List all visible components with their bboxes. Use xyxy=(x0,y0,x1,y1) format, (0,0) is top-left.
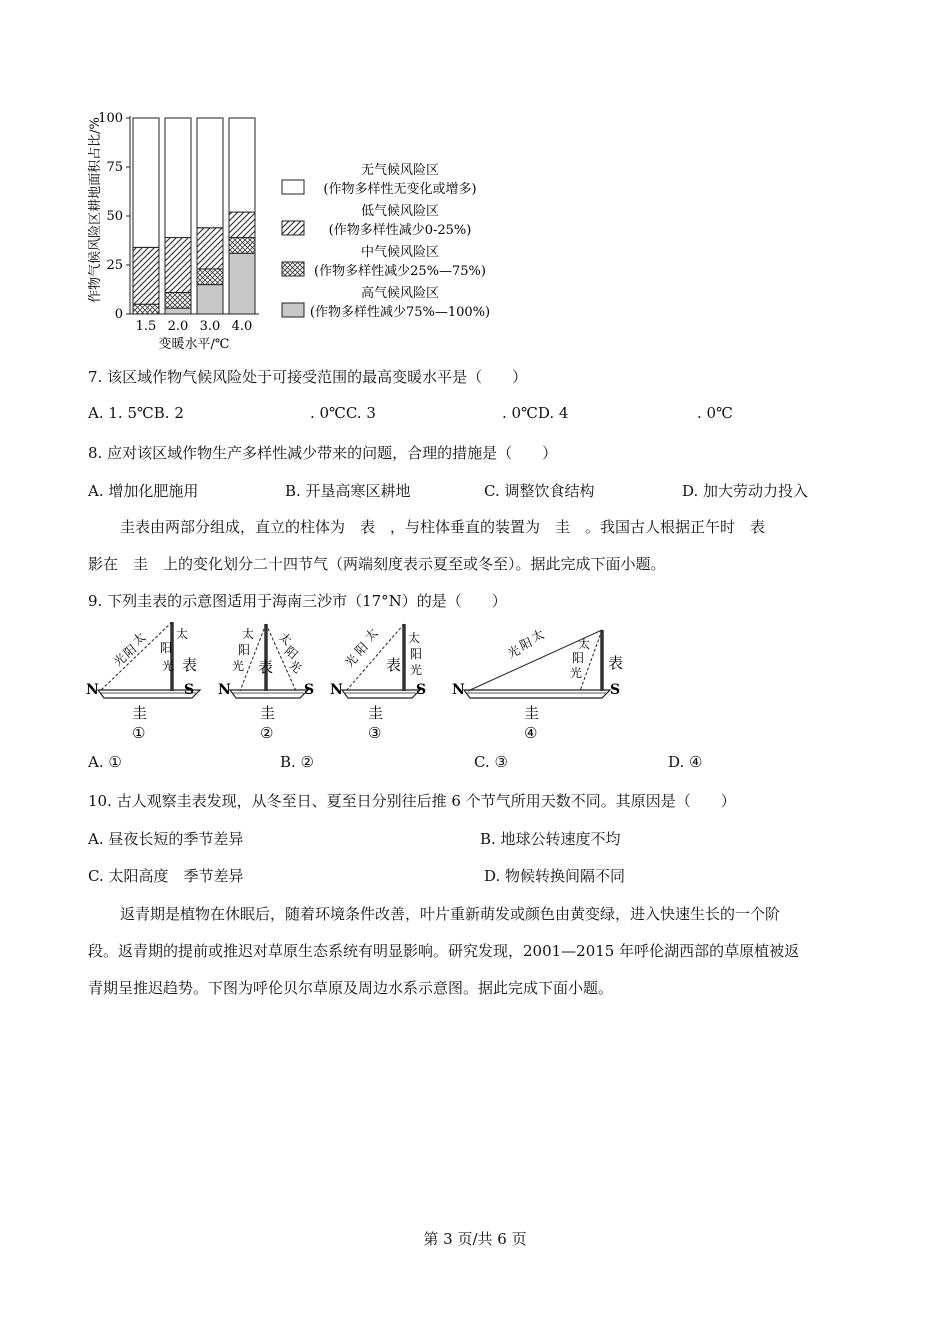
x-tick-label: 1.5 xyxy=(135,319,157,334)
diagram-3-sun-2: 阳 xyxy=(352,639,371,659)
q9-option-a[interactable]: A. ① xyxy=(88,753,122,771)
legend-swatch-0 xyxy=(282,303,304,317)
diagram-1-sun-2: 阳 xyxy=(120,641,140,661)
passage1-line1: 圭表由两部分组成，直立的柱体为 表 ，与柱体垂直的装置为 圭 。我国古人根据正午时 表 xyxy=(120,518,766,536)
diagram-2-sun-2: 阳 xyxy=(238,643,251,657)
diagram-2-sun-1: 太 xyxy=(242,627,255,641)
q9-option-b[interactable]: B. ② xyxy=(280,753,315,771)
q9-stem: 9. 下列圭表的示意图适用于海南三沙市（17°N）的是（ ） xyxy=(88,592,507,610)
diagram-2 xyxy=(218,624,314,742)
diagram-4-sun-6: 光 xyxy=(570,666,583,680)
bar-segment-0-3 xyxy=(133,118,159,247)
q10-option-b[interactable]: B. 地球公转速度不均 xyxy=(480,830,621,848)
diagram-2-sun-6: 光 xyxy=(286,657,305,677)
q9-option-d[interactable]: D. ④ xyxy=(668,753,703,771)
bar-segment-1-3 xyxy=(165,118,191,238)
legend-label-0: 高气候风险区 xyxy=(360,286,440,301)
bar-segment-3-1 xyxy=(229,238,255,254)
legend-swatch-1 xyxy=(282,262,304,276)
q7-option-d[interactable]: . 0℃ xyxy=(697,404,733,422)
diagram-4-gui: 圭 xyxy=(524,704,540,722)
x-tick-label: 4.0 xyxy=(231,319,253,334)
bar-segment-1-1 xyxy=(165,292,191,308)
diagram-1 xyxy=(86,622,200,742)
diagram-2-label: ② xyxy=(260,724,274,742)
stacked-bar-chart xyxy=(80,100,520,360)
y-tick-label: 25 xyxy=(106,258,123,273)
passage2-line2: 段。返青期的提前或推迟对草原生态系统有明显影响。研究发现，2001—2015 年呼伦湖西部的草原植被返 xyxy=(88,942,800,960)
legend-label-2: 低气候风险区 xyxy=(360,204,440,219)
y-tick-label: 0 xyxy=(114,307,123,322)
diagram-3-sun-4: 太 xyxy=(408,631,421,645)
passage2-line1: 返青期是植物在休眠后，随着环境条件改善，叶片重新萌发或颜色由黄变绿，进入快速生长的一个阶 xyxy=(120,905,781,923)
diagram-4 xyxy=(452,626,623,742)
legend-desc-3: (作物多样性无变化或增多) xyxy=(323,182,477,197)
diagram-4-north: N xyxy=(452,682,465,698)
diagram-3-sun-3: 光 xyxy=(342,651,361,671)
gui-biao-diagrams xyxy=(80,612,640,742)
diagram-3-south: S xyxy=(416,682,427,698)
diagram-2-sun-3: 光 xyxy=(232,659,245,673)
q10-stem: 10. 古人观察圭表发现，从冬至日、夏至日分别往后推 6 个节气所用天数不同。其原因是（ ） xyxy=(88,792,736,810)
x-axis-label: 变暖水平/℃ xyxy=(158,337,230,352)
diagram-2-biao: 表 xyxy=(258,658,274,676)
q7-option-b[interactable]: . 0℃C. 3 xyxy=(310,404,376,422)
bar-segment-0-2 xyxy=(133,247,159,304)
q10-option-a[interactable]: A. 昼夜长短的季节差异 xyxy=(88,830,244,848)
diagram-3-sun-6: 光 xyxy=(410,663,423,677)
diagram-1-gui: 圭 xyxy=(132,704,148,722)
bar-segment-3-0 xyxy=(229,253,255,314)
y-tick-label: 100 xyxy=(98,111,123,126)
diagram-3-sun-5: 阳 xyxy=(410,647,423,661)
diagram-1-sun-3: 光 xyxy=(110,650,130,670)
legend-swatch-2 xyxy=(282,221,304,235)
bar-segment-1-2 xyxy=(165,238,191,293)
bar-segment-2-2 xyxy=(197,228,223,269)
q8-option-a[interactable]: A. 增加化肥施用 xyxy=(88,482,199,500)
diagram-4-sun-5: 阳 xyxy=(572,651,585,665)
diagram-3-biao: 表 xyxy=(386,656,402,674)
diagram-3-label: ③ xyxy=(368,724,382,742)
diagram-4-sun-4: 太 xyxy=(578,637,591,651)
passage1-line2: 影在 圭 上的变化划分二十四节气（两端刻度表示夏至或冬至）。据此完成下面小题。 xyxy=(88,555,666,573)
diagram-2-sun-5: 阳 xyxy=(282,643,301,663)
x-tick-label: 3.0 xyxy=(199,319,221,334)
q7-option-c[interactable]: . 0℃D. 4 xyxy=(502,404,569,422)
q8-option-d[interactable]: D. 加大劳动力投入 xyxy=(682,482,809,500)
q8-stem: 8. 应对该区域作物生产多样性减少带来的问题，合理的措施是（ ） xyxy=(88,444,558,462)
q9-option-c[interactable]: C. ③ xyxy=(474,753,508,771)
bar-segment-3-3 xyxy=(229,118,255,212)
diagram-2-north: N xyxy=(218,682,231,698)
y-tick-label: 50 xyxy=(106,209,123,224)
bar-segment-2-3 xyxy=(197,118,223,228)
diagram-3-gui: 圭 xyxy=(368,704,384,722)
q10-option-d[interactable]: D. 物候转换间隔不同 xyxy=(484,867,626,885)
diagram-1-sun-5: 阳 xyxy=(160,641,173,655)
diagram-1-label: ① xyxy=(132,724,146,742)
diagram-4-label: ④ xyxy=(524,724,538,742)
q8-option-c[interactable]: C. 调整饮食结构 xyxy=(484,482,595,500)
legend-desc-2: (作物多样性减少0-25%) xyxy=(328,223,472,238)
diagram-2-south: S xyxy=(304,682,315,698)
diagram-1-biao: 表 xyxy=(182,656,198,674)
bar-segment-2-1 xyxy=(197,269,223,285)
y-axis-label: 作物气候风险区耕地面积占比/% xyxy=(88,117,103,303)
bar-segment-2-0 xyxy=(197,285,223,314)
diagram-4-south: S xyxy=(610,682,621,698)
diagram-3 xyxy=(330,624,426,742)
diagram-1-south: S xyxy=(184,682,195,698)
diagram-3-sun-1: 太 xyxy=(362,625,381,645)
diagram-1-sun-4: 太 xyxy=(176,627,189,641)
diagram-2-sun-4: 太 xyxy=(276,629,295,649)
legend-label-1: 中气候风险区 xyxy=(360,245,440,260)
legend-desc-0: (作物多样性减少75%—100%) xyxy=(309,305,491,320)
bar-segment-3-2 xyxy=(229,212,255,237)
diagram-1-sun-1: 太 xyxy=(129,629,149,649)
passage2-line3: 青期呈推迟趋势。下图为呼伦贝尔草原及周边水系示意图。据此完成下面小题。 xyxy=(88,979,614,997)
legend-label-3: 无气候风险区 xyxy=(360,163,440,178)
q7-stem: 7. 该区域作物气候风险处于可接受范围的最高变暖水平是（ ） xyxy=(88,368,528,386)
diagram-2-gui: 圭 xyxy=(260,704,276,722)
q7-option-a[interactable]: A. 1. 5℃B. 2 xyxy=(88,404,184,422)
page-footer: 第 3 页/共 6 页 xyxy=(423,1230,527,1248)
diagram-3-north: N xyxy=(330,682,343,698)
y-tick-label: 75 xyxy=(106,160,123,175)
legend-desc-1: (作物多样性减少25%—75%) xyxy=(314,264,486,279)
diagram-4-sun-2: 阳 xyxy=(517,635,535,653)
x-tick-label: 2.0 xyxy=(167,319,189,334)
diagram-4-biao: 表 xyxy=(608,654,624,672)
bar-segment-0-1 xyxy=(133,304,159,314)
diagram-4-sun-1: 太 xyxy=(529,627,547,645)
diagram-1-sun-6: 光 xyxy=(162,659,175,673)
bar-segment-1-0 xyxy=(165,308,191,314)
legend-swatch-3 xyxy=(282,180,304,194)
q10-option-c[interactable]: C. 太阳高度 季节差异 xyxy=(88,867,244,885)
diagram-4-sun-3: 光 xyxy=(505,643,523,661)
diagram-1-north: N xyxy=(86,682,99,698)
q8-option-b[interactable]: B. 开垦高寒区耕地 xyxy=(285,482,411,500)
